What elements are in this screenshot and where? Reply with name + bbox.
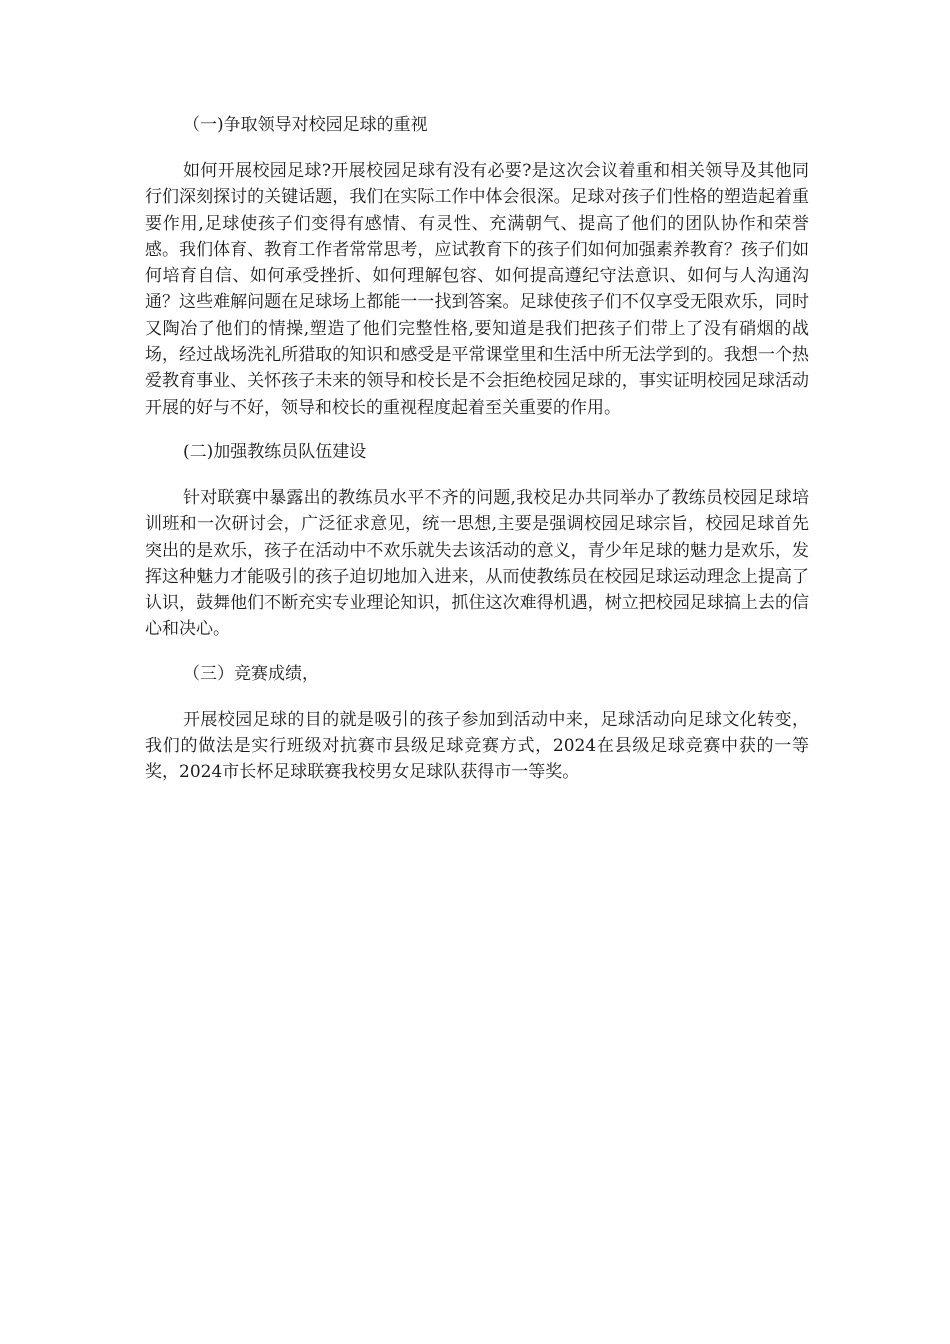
document-page xyxy=(145,112,809,786)
section-3-heading: （三）竞赛成绩， xyxy=(183,663,319,684)
section-2-heading: (二)加强教练员队伍建设 xyxy=(183,441,367,462)
section-3-paragraph: 开展校园足球的目的就是吸引的孩子参加到活动中来，足球活动向足球文化转变，我们的做法是实行班级对抗赛市县级足球竞赛方式，2024在县级足球竞赛中获的一等奖，2024市长杯足球联赛我校男女足球队获得市一等奖。 xyxy=(145,709,809,783)
section-1-paragraph: 如何开展校园足球?开展校园足球有没有必要?是这次会议着重和相关领导及其他同行们深刻探讨的关键话题，我们在实际工作中体会很深。足球对孩子们性格的塑造起着重要作用,足球使孩子们变得有感情、有灵性、充满朝气、提高了他们的团队协作和荣誉感。我们体育、教育工作者常常思考，应试教育下的孩子们如何加强素养教育？孩子们如何培育自信、如何承受挫折、如何理解包容、如何提高遵纪守法意识、如何与人沟通沟通？这些难解问题在足球场上都能一一找到答案。足球使孩子们不仅享受无限欢乐，同时又陶冶了他们的情操,塑造了他们完整性格,要知道是我们把孩子们带上了没有硝烟的战场，经过战场洗礼所猎取的知识和感受是平常课堂里和生活中所无法学到的。我想一个热爱教育事业、关怀孩子未来的领导和校长是不会拒绝校园足球的，事实证明校园足球活动开展的好与不好，领导和校长的重视程度起着至关重要的作用。 xyxy=(145,161,809,418)
section-1-heading: （一)争取领导对校园足球的重视 xyxy=(183,115,428,135)
section-2-paragraph: 针对联赛中暴露出的教练员水平不齐的问题,我校足办共同举办了教练员校园足球培训班和一次研讨会，广泛征求意见，统一思想,主要是强调校园足球宗旨，校园足球首先突出的是欢乐，孩子在活动中不欢乐就失去该活动的意义，青少年足球的魅力是欢乐，发挥这种魅力才能吸引的孩子迫切地加入进来，从而使教练员在校园足球运动理念上提高了认识，鼓舞他们不断充实专业理论知识，抓住这次难得机遇，树立把校园足球搞上去的信心和决心。 xyxy=(145,487,809,640)
